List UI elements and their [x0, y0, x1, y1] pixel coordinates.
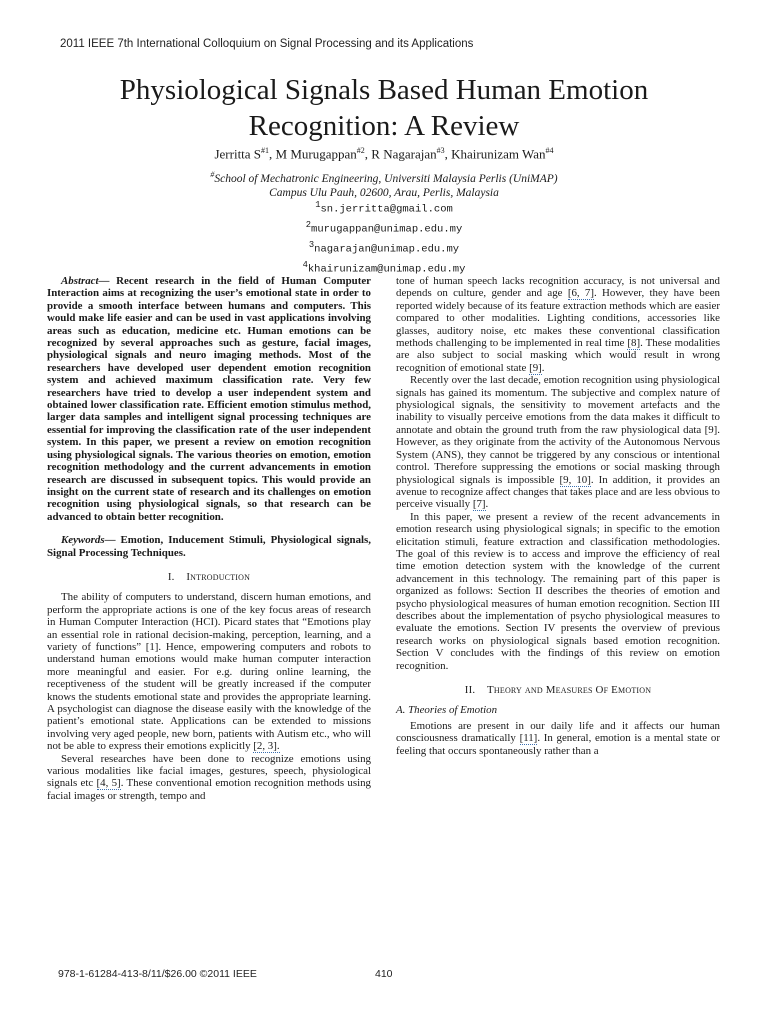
email-list: [0, 198, 768, 278]
section-title: Theory and Measures Of Emotion: [487, 684, 652, 696]
citation-link[interactable]: [6, 7]: [567, 287, 594, 300]
citation-link[interactable]: [8]: [627, 337, 641, 350]
paragraph-text: . In addition, it provides an avenue to recognize affect changes that takes place and are less obvious to perceive visually: [396, 473, 720, 511]
paragraph-text: .: [541, 361, 545, 374]
email-line: [0, 198, 768, 218]
section-number: II.: [464, 684, 476, 696]
paragraph-text: The ability of computers to understand, discern human emotions, and perform the appropriate actions is one of the key focus areas of research in Human Computer Interaction (HCI). Picard states that “Emotions play an essential role in rational decision-making, perception, learning, and a variety of functions” [1]. Hence, empowering computers and robots to understand human emotions would make human computer interaction more meaningful and easier. For e.g. during online learning, the receptiveness of the student will be greatly increased if the computer knows the students emotional state and provides the appropriate learning. A psychologist can diagnose the disease easily with the knowledge of the patient’s emotional state. Applications can be extended to missions involving very aged people, new born, patients with Autism etc., who will not be able to express their emotions explicitly: [47, 591, 371, 753]
paragraph-text: .: [485, 498, 489, 511]
keywords-label: Keywords: [61, 534, 105, 547]
right-paragraph-3: In this paper, we present a review of the recent advancements in emotion research using physiological signals; in specific to the emotion elicitation stimuli, feature extraction and classification methodologies. The goal of this review is to access and improve the efficiency of real time emotion detection system with the knowledge of the current advancement in this technology. The remaining part of this paper is organized as follows: Section II describes the theories of emotion and psycho physiological measures of human emotion recognition. Section III describes about the implementation of psycho physiological measures to evaluate the emotions. Section IV presents the overview of previous research works on physiological signals based emotion recognition. Section V concludes with the findings of this review on emotion recognition.: [396, 510, 720, 672]
author-name: R Nagarajan: [371, 146, 437, 162]
email-address[interactable]: khairunizam@unimap.edu.my: [307, 263, 466, 276]
title-line-2: Recognition: A Review: [248, 110, 520, 142]
affiliation-line-2: Campus Ulu Pauh, 02600, Arau, Perlis, Malaysia: [269, 186, 499, 199]
page-number: 410: [375, 968, 393, 980]
paper-title: [0, 72, 768, 144]
section-heading-introduction: [47, 571, 371, 583]
paragraph-text: Recently over the last decade, emotion recognition using physiological signals has gained its momentum. The subjective and complex nature of physiological signals, the sensitivity to movement artefacts and the inability to visually perceive emotions from the data makes it difficult to annotate and obtain the ground truth from the raw physiological data [9]. However, as they originate from the activity of the Autonomous Nervous System (ANS), they cannot be triggered by any conscious or intentional control. Therefore suppressing the emotions or social masking through physiological signals is impossible: [396, 374, 720, 486]
subsection-heading: A. Theories of Emotion: [396, 704, 498, 717]
affiliation: [0, 168, 768, 200]
email-address[interactable]: nagarajan@unimap.edu.my: [314, 243, 460, 256]
author-sup: #3: [436, 146, 445, 155]
author-sup: #4: [545, 146, 554, 155]
section-number: I.: [167, 570, 175, 583]
email-sup: 3: [308, 240, 315, 250]
author-name: Jerritta S: [214, 146, 262, 162]
copyright-footer: 978-1-61284-413-8/11/$26.00 ©2011 IEEE: [58, 968, 257, 980]
affiliation-line-1: School of Mechatronic Engineering, Universiti Malaysia Perlis (UniMAP): [214, 172, 558, 185]
email-address[interactable]: sn.jerritta@gmail.com: [320, 203, 453, 216]
email-address[interactable]: murugappan@unimap.edu.my: [311, 223, 463, 236]
author-name: M Murugappan: [275, 146, 357, 162]
paragraph-text: Emotions are present in our daily life and it affects our human consciousness dramatically: [396, 719, 720, 745]
email-sup: 2: [305, 220, 312, 230]
citation-link[interactable]: [9]: [529, 361, 542, 374]
paragraph-text: . These modalities are also subject to social masking which would result in wrong recognition of emotional state: [396, 337, 720, 374]
left-column: [47, 275, 371, 802]
abstract: [47, 275, 371, 523]
author-list: Jerritta $S^{\#1}$, M Murugappan$^{\#2}$, R Nagarajan$^{\#3}$, Khairunizam Wan$^{\#4}$: [214, 146, 554, 162]
abstract-label: Abstract: [61, 275, 99, 287]
right-paragraph-2: [396, 374, 720, 510]
keywords: [47, 534, 371, 559]
citation-link[interactable]: [11]: [519, 732, 538, 745]
paragraph-text: Several researches have been done to recognize emotions using various modalities like facial images, gestures, speech, physiological signals etc: [47, 752, 371, 790]
right-paragraph-4: [396, 720, 720, 757]
keywords-text: — Emotion, Inducement Stimuli, Physiological signals, Signal Processing Techniques.: [47, 534, 371, 559]
email-line: [0, 238, 768, 258]
abstract-text: — Recent research in the field of Human Computer Interaction aims at recognizing the user’s emotional state in order to provide a smooth interface between humans and computers. This would make life easier and can be used in vast applications involving areas such as education, medicine etc. Human emotions can be recognized by several approaches such as gesture, facial images, physiological signals and neuro imaging methods. Most of the researchers have developed user dependent emotion recognition system and achieved maximum classification rate. Very few researchers have tried to develop a user independent system and obtained lower classification rate. Efficient emotion stimulus method, larger data samples and intelligent signal processing techniques are essential for improving the classification rate of the user independent system. In this paper, we present a review on emotion recognition using physiological signals. The various theories on emotion, emotion recognition methodology and the current advancements in emotion research are discussed in subsequent topics. This would provide an insight on the current state of research and its challenges on emotion recognition using physiological signals, so that research can be advanced to obtain better recognition.: [47, 275, 371, 523]
paragraph-text: . However, they have been reported widely because of its feature extraction methods which are easier compared to other modalities. Lighting conditions, accessories like glasses, auditory noise, etc makes these conventional classification methods challenging to be implemented in real time: [396, 287, 720, 350]
section-title: Introduction: [186, 570, 251, 583]
title-line-1: Physiological Signals Based Human Emotion: [119, 74, 649, 106]
conference-header: 2011 IEEE 7th International Colloquium on Signal Processing and its Applications: [60, 38, 474, 50]
citation-link[interactable]: [4, 5]: [96, 777, 121, 790]
right-paragraph-1: [396, 275, 720, 374]
author-name: Khairunizam Wan: [451, 146, 546, 162]
intro-paragraph-2: [47, 753, 371, 803]
email-line: [0, 218, 768, 238]
paragraph-text: . In general, emotion is a mental state or feeling that occurs spontaneously rather than a: [396, 732, 720, 757]
affiliation-sup: #: [210, 170, 215, 179]
author-sup: #1: [261, 146, 270, 155]
email-sup: 1: [315, 200, 321, 210]
paragraph-text: tone of human speech lacks recognition accuracy, is not universal and depends on culture, gender and age: [396, 275, 720, 300]
citation-link[interactable]: [2, 3].: [253, 740, 280, 753]
right-column: [396, 275, 720, 757]
paragraph-text: . These conventional emotion recognition methods using facial images or strength, tempo and: [47, 777, 371, 802]
citation-link[interactable]: [9, 10]: [559, 473, 591, 486]
section-heading-theory: [396, 684, 720, 696]
email-sup: 4: [302, 260, 308, 270]
citation-link[interactable]: [7]: [472, 498, 486, 511]
intro-paragraph-1: [47, 591, 371, 752]
author-sup: #2: [356, 146, 365, 155]
